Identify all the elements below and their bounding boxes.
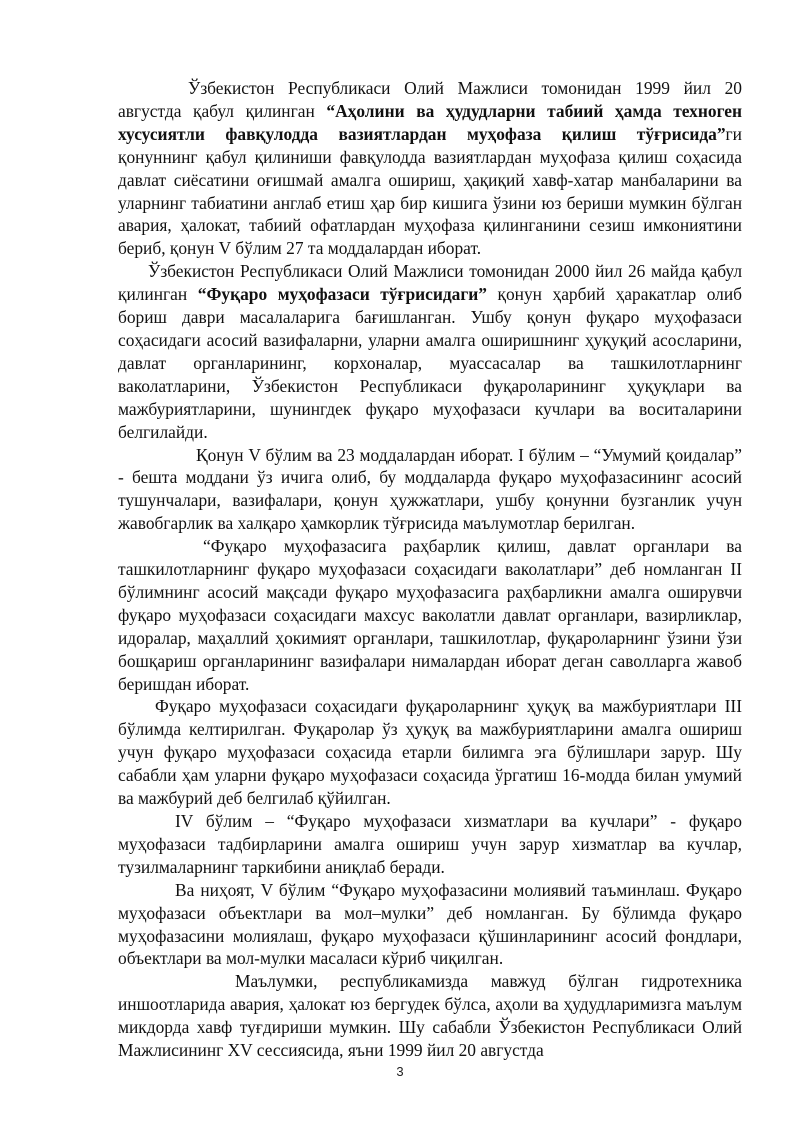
paragraph-1 [118,77,742,260]
paragraph-8: Маълумки, республикамизда мавжуд бўлган гидротехника иншоотларида авария, ҳалокат юз бергудек бўлса, аҳоли ва ҳудудларимизга маълум микдорда хавф туғдириши мумкин. Шу сабабли Ўзбекистон Республикаси Олий Мажлисининг XV сессиясида, яъни 1999 йил 20 августда [118,971,742,1061]
paragraph-6: IV бўлим – “Фуқаро муҳофазаси хизматлари ва кучлари” - фуқаро муҳофазаси тадбирларини амалга ошириш учун зарур хизматлар ва кучлар, тузилмаларнинг таркибини аниқлаб беради. [118,811,742,877]
page-number: 3 [396,1064,404,1079]
paragraph-7: Ва ниҳоят, V бўлим “Фуқаро муҳофазасини молиявий таъминлаш. Фуқаро муҳофазаси объектлари ва мол–мулки” деб номланган. Бу бўлимда фуқаро муҳофазасини молиялаш, фуқаро муҳофазаси қўшинларининг асосий фондлари, объектлари ва мол-мулки масаласи кўриб чиқилган. [118,879,742,969]
law-title-emergency-protection: “Аҳолини ва ҳудудларни табиий ҳамда техноген хусусиятли фавқулодда вазиятлардан муҳофаза қилиш тўғрисида” [118,100,742,144]
paragraph-1-continuation: ги қонуннинг қабул қилиниши фавқулодда вазиятлардан муҳофаза қилиш соҳасида давлат сиёсатини оғишмай амалга ошириш, ҳақиқий хавф-хатар манбаларини ва уларнинг табиатини англаб етиш ҳар бир кишига ўзини юз бериши мумкин бўлган авария, ҳалокат, табиий офатлардан муҳофаза қилинганини сезиш имкониятини бериб, қонун V бўлим 27 та моддалардан иборат. [118,123,742,259]
paragraph-2-text: Ўзбекистон Республикаси Олий Мажлиси томонидан 2000 йил 26 майда қабул қилинган [118,261,742,305]
paragraph-4: “Фуқаро муҳофазасига раҳбарлик қилиш, давлат органлари ва ташкилотларнинг фуқаро муҳофазаси соҳасидаги ваколатлари” деб номланган II бўлимнинг асосий мақсади фуқаро муҳофазасига раҳбарликни амалга оширувчи фуқаро муҳофазаси соҳасидаги махсус ваколатли давлат органлари, вазирликлар, идоралар, маҳаллий ҳокимият органлари, ташкилотлар, фуқароларнинг ўзини ўзи бошқариш органларининг вазифалари нималардан иборат деган саволларга жавоб беришдан иборат. [118,536,742,694]
paragraph-2 [118,260,742,443]
paragraph-1-text: Ўзбекистон Республикаси Олий Мажлиси томонидан 1999 йил 20 августда қабул қилинган [118,78,742,121]
document-body [118,77,742,1062]
paragraph-3: Қонун V бўлим ва 23 моддалардан иборат. I бўлим – “Умумий қоидалар” - бешта моддани ўз ичига олиб, бу моддаларда фуқаро муҳофазасининг асосий тушунчалари, вазифалари, қонун ҳужжатлари, ушбу қонунни бузганлик учун жавобгарлик ва халқаро ҳамкорлик тўғрисида маълумотлар берилган. [118,444,742,534]
paragraph-5: Фуқаро муҳофазаси соҳасидаги фуқароларнинг ҳуқуқ ва мажбуриятлари III бўлимда келтирилган. Фуқаролар ўз ҳуқуқ ва мажбуриятларини амалга ошириш учун фуқаро муҳофазаси соҳасида етарли билимга эга бўлишлари зарур. Шу сабабли ҳам уларни фуқаро муҳофазаси соҳасида ўргатиш 16-модда билан умумий ва мажбурий деб белгилаб қўйилган. [118,696,742,809]
paragraph-2-continuation: қонун ҳарбий ҳаракатлар олиб бориш даври масалаларига бағишланган. Ушбу қонун фуқаро муҳофазаси соҳасидаги асосий вазифаларни, уларни амалга оширишнинг ҳуқуқий асосларини, давлат органларининг, корхоналар, муассасалар ва ташкилотларнинг ваколатларини, Ўзбекистон Республикаси фуқароларининг ҳуқуқлари ва мажбуриятларини, шунингдек фуқаро муҳофазаси кучлари ва воситаларини белгилайди. [118,284,742,442]
law-title-civil-protection: “Фуқаро муҳофазаси тўғрисидаги” [197,284,487,305]
